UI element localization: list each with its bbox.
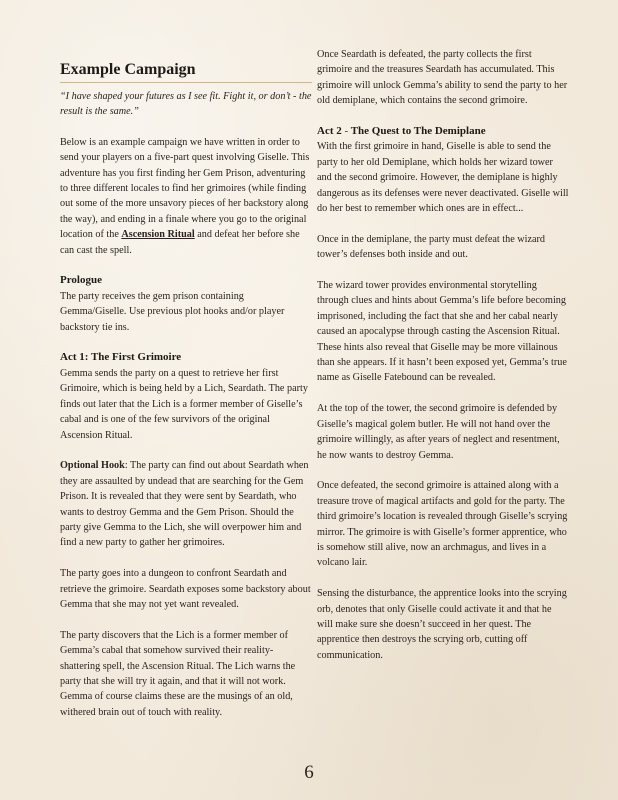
seardath-defeated-paragraph: Once Seardath is defeated, the party collects the first grimoire and the treasures Seardath has accumulated. This grimoire will unlock Gemma’s ability to send the party to her old demiplane, which contains the second grimoire. — [317, 49, 568, 107]
lich-paragraph: The party discovers that the Lich is a former member of Gemma’s cabal that somehow survived their reality-shattering spell, the Ascension Ritual. The Lich warns the party that she will try it again, and that it will not work. Gemma of course claims these are the musings of an old, withered brain out of touch with reality. — [60, 629, 296, 718]
optional-hook-paragraph — [60, 458, 312, 550]
act2-title: The Quest to The Demiplane — [350, 125, 486, 138]
page-number: 6 — [304, 762, 314, 783]
act2-separator: - — [341, 125, 351, 138]
tower-paragraph: The wizard tower provides environmental storytelling through clues and hints about Gemma’s life before becoming imprisoned, including the fact that she and her cabal nearly caused an apocalypse through casting the Ascension Ritual. These hints also reveal that Giselle may be more villainous than she appears. If it hasn’t been exposed yet, Gemma’s true name as Giselle Fatebound can be revealed. — [317, 280, 567, 384]
right-column — [317, 47, 569, 679]
intro-text-end: and defeat her before she can cast the spell. — [60, 229, 300, 256]
act2-prefix: Act 2 — [317, 125, 342, 138]
act2-paragraph: With the first grimoire in hand, Giselle is able to send the party to her old Demiplane, which holds her wizard tower and the second grimoire. However, the demiplane is highly dangerous as its defenses were never deactivated. Giselle will do her best to remember which ones are in effect... — [317, 141, 569, 215]
dungeon-paragraph: The party goes into a dungeon to confront Seardath and retrieve the grimoire. Seardath exposes some backstory about Gemma that she may not yet want revealed. — [60, 568, 311, 610]
optional-hook-label: Optional Hook — [60, 460, 125, 472]
intro-text: Below is an example campaign we have written in order to send your players on a five-part quest involving Giselle. This adventure has you first finding her Gem Prison, adventuring to three different locales to find her grimoires (while finding out some of the more unsavory pieces of her backstory along the way), and ending in a finale where you go to the original location of the — [60, 136, 310, 241]
act1-heading: Act 1: The First Grimoire — [60, 351, 182, 364]
intro-paragraph — [60, 135, 312, 258]
prologue-heading: Prologue — [60, 274, 102, 287]
optional-hook-text: : The party can find out about Seardath when they are assaulted by undead that are searching for the Gem Prison. It is revealed that they were sent by Seardath, who wants to destroy Gemma and the Gem Prison. Should the party give Gemma to the Lich, she will overpower him and find a new party to gather her grimoires. — [60, 460, 309, 549]
prologue-paragraph: The party receives the gem prison containing Gemma/Giselle. Use previous plot hooks and/or player backstory tie ins. — [60, 290, 285, 333]
mirror-paragraph: Once defeated, the second grimoire is attained along with a treasure trove of magical artifacts and gold for the party. The third grimoire’s location is revealed through Giselle’s scrying mirror. The grimoire is with Giselle’s former apprentice, who is somehow still alive, now an archmagus, and lives in a volcano lair. — [317, 480, 568, 569]
page-title: Example Campaign — [60, 60, 312, 83]
epigraph-quote: “I have shaped your futures as I see fit. Fight it, or don’t - the result is the same.” — [60, 91, 312, 118]
ascension-ritual-link[interactable]: Ascension Ritual — [121, 229, 195, 241]
defenses-paragraph: Once in the demiplane, the party must defeat the wizard tower’s defenses both inside and out. — [317, 233, 546, 261]
left-column — [60, 60, 312, 736]
act2-heading — [317, 124, 569, 139]
orb-paragraph: Sensing the disturbance, the apprentice looks into the scrying orb, denotes that only Giselle could activate it and that he will make sure she doesn’t succeed in her quest. The apprentice then destroys the scrying orb, cutting off communication. — [317, 588, 567, 661]
golem-paragraph: At the top of the tower, the second grimoire is defended by Giselle’s magical golem butler. He will not hand over the grimoire willingly, as after years of neglect and resentment, he now wants to destroy Gemma. — [317, 403, 560, 461]
act1-paragraph: Gemma sends the party on a quest to retrieve her first Grimoire, which is being held by a Lich, Seardath. The party finds out later that the Lich is a former member of Giselle’s cabal and is one of the few survivors of the original Ascension Ritual. — [60, 367, 308, 441]
